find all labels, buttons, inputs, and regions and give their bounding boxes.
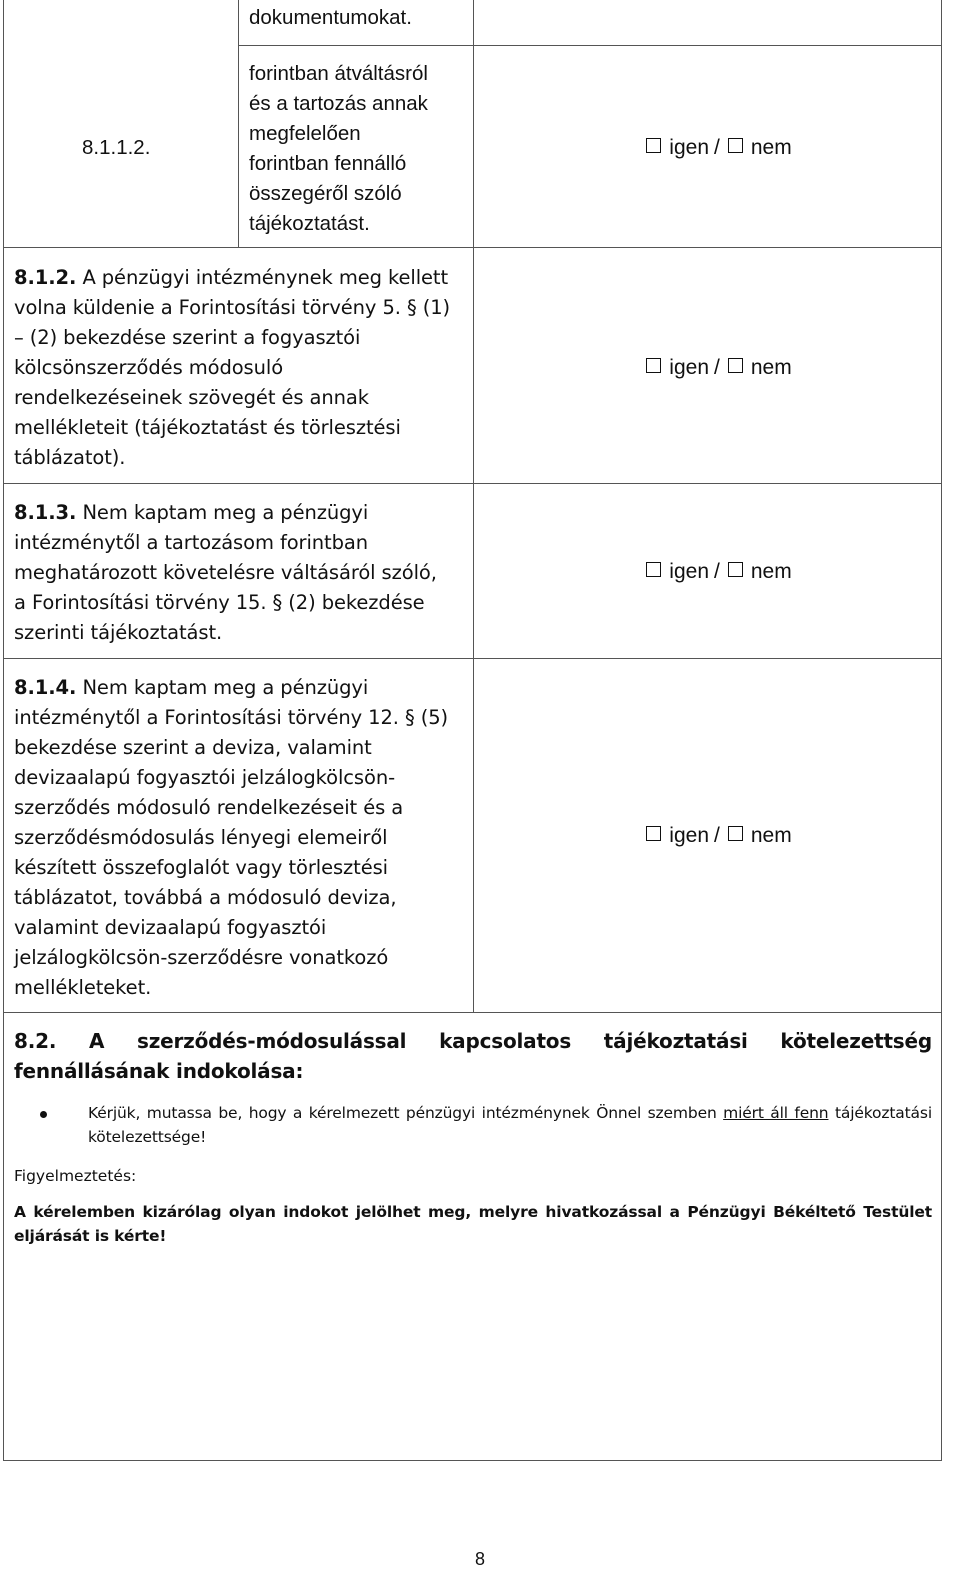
bullet-text: Kérjük, mutassa be, hogy a kérelmezett pénzügyi intézménynek Önnel szemben miért áll fenn tájékoztatási kötelezettsége! xyxy=(88,1104,932,1146)
underlined-phrase: miért áll fenn xyxy=(723,1104,829,1122)
row-continuation-text: dokumentumokat. xyxy=(249,6,412,29)
nem-checkbox[interactable] xyxy=(728,562,743,577)
row-divider-4 xyxy=(3,658,942,659)
table-right-border xyxy=(941,0,942,1460)
igen-checkbox[interactable] xyxy=(646,826,661,841)
igen-checkbox[interactable] xyxy=(646,138,661,153)
row-8-1-4-number: 8.1.4. xyxy=(14,676,77,699)
row-8-1-4-text: 8.1.4. Nem kaptam meg a pénzügyi intézménytől a Forintosítási törvény 12. § (5) bekezdése szerint a deviza, valamint devizaalapú fogyasztói jelzálogkölcsön- szerződés módosuló rendelkezéseit és a szerződésmódosulás lényegi elemeiről készített összefoglalót vagy törlesztési táblázatot, továbbá a módosuló deviza, valamint devizaalapú fogyasztói jelzálogkölcsön-szerződésre vonatkozó mellékleteket. xyxy=(14,676,449,999)
bullet-item xyxy=(40,1101,932,1149)
choice-column-divider xyxy=(473,0,474,1012)
row-8-1-1-2-number: 8.1.1.2. xyxy=(82,136,151,159)
igen-checkbox[interactable] xyxy=(646,562,661,577)
page-number: 8 xyxy=(474,1549,485,1569)
row-8-1-1-2-text: forintban átváltásról és a tartozás annak megfelelően forintban fennálló összegéről szóló tájékoztatást. xyxy=(249,62,428,235)
row-divider-5 xyxy=(3,1012,942,1013)
row-divider-1 xyxy=(238,45,473,46)
inner-column-divider xyxy=(238,0,239,247)
nem-checkbox[interactable] xyxy=(728,138,743,153)
row-8-1-1-2-choice: igen / nem xyxy=(480,133,958,163)
nem-checkbox[interactable] xyxy=(728,826,743,841)
row-8-1-3-number: 8.1.3. xyxy=(14,501,77,524)
bullet-dot-icon xyxy=(40,1111,47,1118)
row-8-1-3-choice: igen / nem xyxy=(480,557,958,587)
row-divider-3 xyxy=(3,483,942,484)
row-divider-2 xyxy=(3,247,942,248)
table-left-border xyxy=(3,0,4,1460)
row-divider-1b xyxy=(473,45,942,46)
igen-checkbox[interactable] xyxy=(646,358,661,373)
warning-text: A kérelemben kizárólag olyan indokot jelölhet meg, melyre hivatkozással a Pénzügyi Békéltető Testület eljárását is kérte! xyxy=(14,1203,932,1245)
nem-checkbox[interactable] xyxy=(728,358,743,373)
row-8-1-4-choice: igen / nem xyxy=(480,821,958,851)
row-8-1-2-number: 8.1.2. xyxy=(14,266,77,289)
table-bottom-border xyxy=(3,1460,942,1461)
row-8-1-2-text: 8.1.2. A pénzügyi intézménynek meg kellett volna küldenie a Forintosítási törvény 5. § (1) – (2) bekezdése szerint a fogyasztói kölcsönszerződés módosuló rendelkezéseinek szövegét és annak mellékleteit (tájékoztatást és törlesztési táblázatot). xyxy=(14,266,451,469)
row-8-1-2-choice: igen / nem xyxy=(480,353,958,383)
section-heading: 8.2. A szerződés-módosulással kapcsolatos tájékoztatási kötelezettség fennállásának indokolása: xyxy=(14,1029,932,1083)
warning-label: Figyelmeztetés: xyxy=(14,1167,137,1185)
row-8-1-3-text: 8.1.3. Nem kaptam meg a pénzügyi intézménytől a tartozásom forintban meghatározott követelésre váltásáról szóló, a Forintosítási törvény 15. § (2) bekezdése szerinti tájékoztatást. xyxy=(14,501,437,644)
